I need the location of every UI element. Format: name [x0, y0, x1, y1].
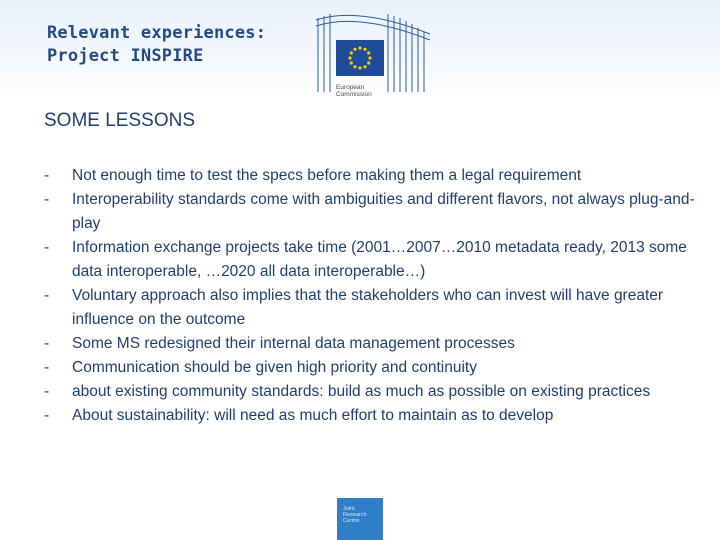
list-item-text: Not enough time to test the specs before making them a legal requirement: [72, 167, 582, 184]
bullet-marker: -: [44, 335, 50, 352]
slide-header: [0, 0, 720, 100]
bullet-marker: -: [44, 407, 50, 424]
list-item-text: Voluntary approach also implies that the stakeholders who can invest will have greater influence on the outcome: [72, 287, 664, 328]
slide-title-line-2: Project INSPIRE: [47, 46, 204, 66]
section-heading: SOME LESSONS: [44, 110, 195, 131]
list-item: [44, 164, 704, 188]
list-item: [44, 404, 704, 428]
bullet-marker: -: [44, 191, 50, 208]
eu-flag-icon: [336, 40, 384, 76]
slide-title: [47, 22, 266, 68]
bullet-marker: -: [44, 359, 50, 376]
list-item-text: Some MS redesigned their internal data management processes: [72, 335, 515, 352]
european-commission-logo: [314, 12, 432, 100]
ec-logo-label: European Commission: [336, 84, 372, 98]
jrc-logo: [337, 498, 383, 540]
eu-stars-icon: [336, 40, 384, 76]
list-item: [44, 380, 704, 404]
list-item-text: Interoperability standards come with ambiguities and different flavors, not always plug-and-play: [72, 191, 695, 232]
lessons-list: [44, 164, 704, 428]
list-item: [44, 236, 704, 284]
list-item: [44, 356, 704, 380]
list-item-text: about existing community standards: build as much as possible on existing practices: [72, 383, 651, 400]
bullet-marker: -: [44, 239, 50, 256]
list-item-text: Communication should be given high priority and continuity: [72, 359, 477, 376]
bullet-marker: -: [44, 167, 50, 184]
list-item-text: Information exchange projects take time (2001…2007…2010 metadata ready, 2013 some data interoperable, …2020 all data interoperable…): [72, 239, 687, 280]
bullet-marker: -: [44, 287, 50, 304]
list-item-text: About sustainability: will need as much effort to maintain as to develop: [72, 407, 554, 424]
list-item: [44, 332, 704, 356]
jrc-logo-label: Joint Research Centre: [343, 506, 367, 524]
slide-title-line-1: Relevant experiences:: [47, 23, 267, 43]
list-item: [44, 188, 704, 236]
bullet-marker: -: [44, 383, 50, 400]
list-item: [44, 284, 704, 332]
